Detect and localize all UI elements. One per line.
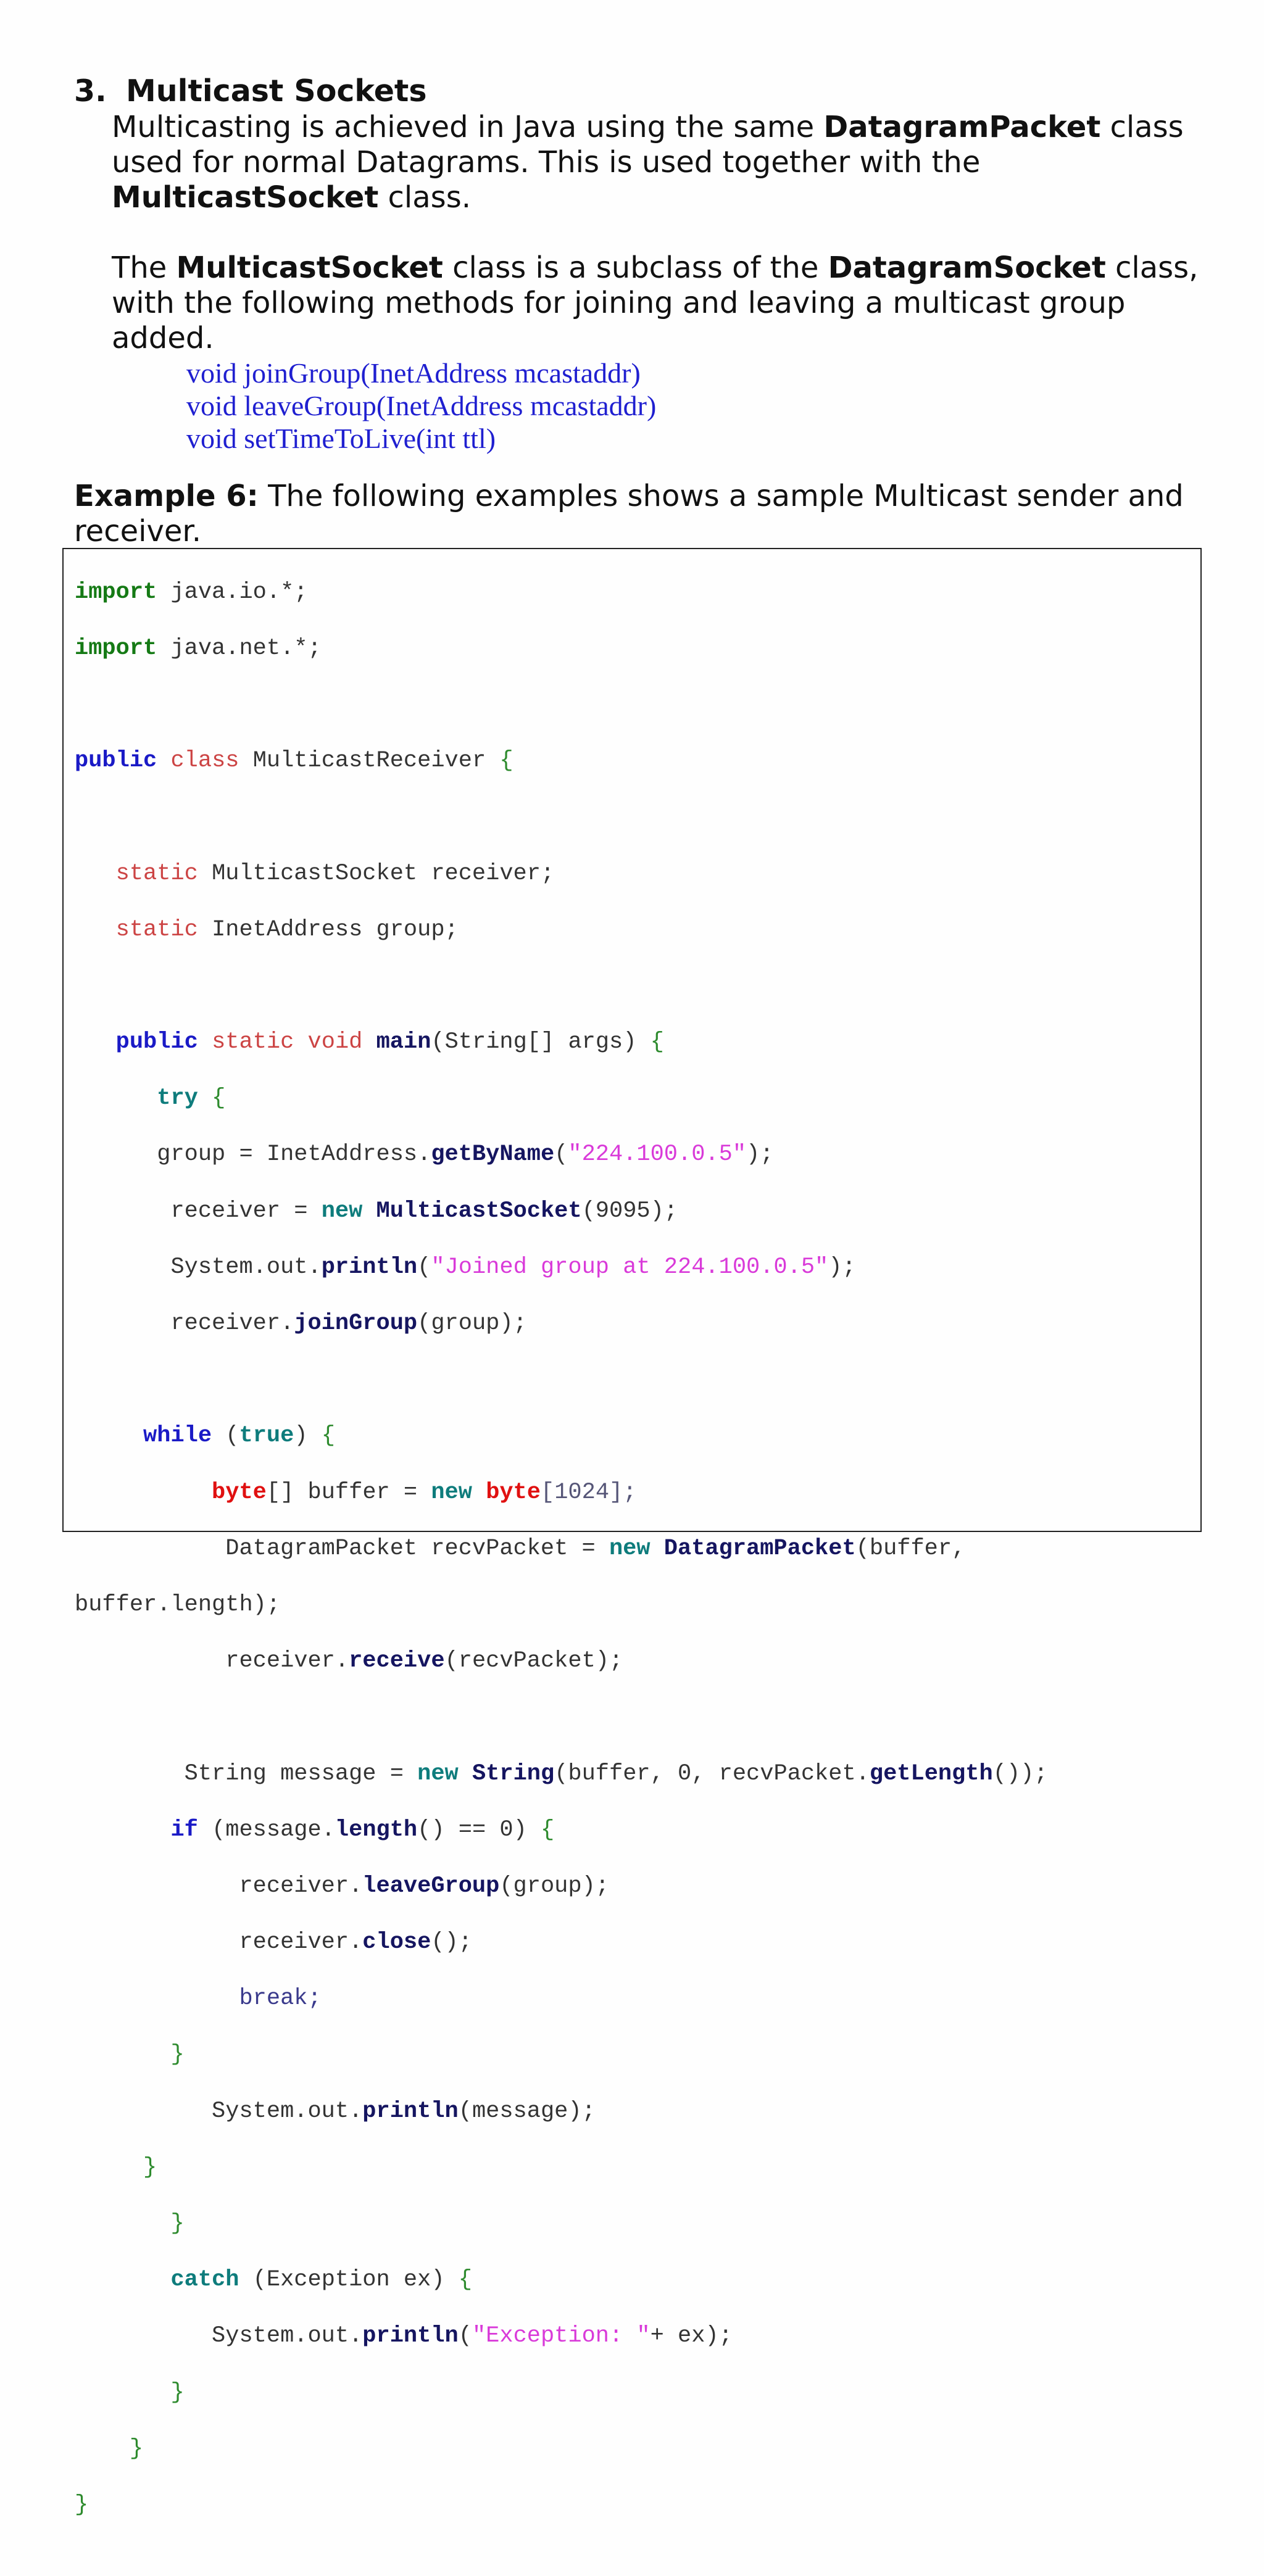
method-list <box>186 357 656 455</box>
paragraph-line: used for normal Datagrams. This is used together with the <box>112 145 981 180</box>
code-line: if (message.length() == 0) { <box>170 1816 555 1843</box>
code-line: catch (Exception ex) { <box>170 2267 472 2293</box>
code-line: } <box>129 2435 144 2462</box>
code-line: DatagramPacket recvPacket = new DatagramPacket(buffer, <box>225 1535 966 1562</box>
code-line: receiver.receive(recvPacket); <box>225 1648 623 1675</box>
paragraph-line: MulticastSocket class. <box>112 180 471 215</box>
code-line: System.out.println("Joined group at 224.100.0.5"); <box>170 1254 856 1280</box>
paragraph-line: added. <box>112 321 214 355</box>
code-block <box>75 550 1048 2576</box>
paragraph-line: Multicasting is achieved in Java using the same DatagramPacket class <box>112 110 1184 144</box>
code-line <box>75 691 1048 719</box>
section-number: 3. <box>74 73 107 109</box>
code-line: group = InetAddress.getByName("224.100.0.5"); <box>157 1141 774 1168</box>
code-line: } <box>170 2211 185 2237</box>
code-line <box>75 1704 1048 1732</box>
code-line: receiver.leaveGroup(group); <box>239 1873 609 1899</box>
class-name-multicastsocket: MulticastSocket <box>112 180 379 215</box>
section-heading <box>74 73 427 110</box>
code-line: static MulticastSocket receiver; <box>115 860 555 887</box>
code-listing <box>62 548 1202 2518</box>
code-line: try { <box>157 1085 226 1112</box>
code-line: String message = new String(buffer, 0, recvPacket.getLength()); <box>184 1760 1048 1787</box>
method-signature: void joinGroup(InetAddress mcastaddr) <box>186 357 641 389</box>
code-line: receiver.close(); <box>239 1929 472 1956</box>
example-label: Example 6: <box>74 479 259 513</box>
code-line: receiver = new MulticastSocket(9095); <box>170 1198 678 1224</box>
code-line <box>75 972 1048 1001</box>
code-line: public static void main(String[] args) { <box>115 1029 664 1056</box>
code-line: byte[] buffer = new byte[1024]; <box>212 1479 637 1505</box>
method-signature: void leaveGroup(InetAddress mcastaddr) <box>186 390 657 421</box>
code-line: break; <box>239 1986 322 2012</box>
section-title: Multicast Sockets <box>126 73 427 109</box>
intro-paragraph <box>112 110 1184 215</box>
code-line: static InetAddress group; <box>115 916 459 943</box>
code-line: import java.io.*; <box>75 579 308 605</box>
subclass-paragraph <box>112 251 1198 356</box>
class-name-datagrampacket: DatagramPacket <box>823 110 1101 144</box>
method-signature: void setTimeToLive(int ttl) <box>186 423 496 454</box>
code-line: } <box>143 2154 157 2180</box>
code-line: System.out.println(message); <box>212 2098 596 2124</box>
code-line: } <box>75 2491 89 2518</box>
example-caption: Example 6: The following examples shows a sample Multicast sender and receiver. <box>74 479 1184 549</box>
code-line <box>75 1366 1048 1394</box>
code-line: import java.net.*; <box>75 635 322 661</box>
code-line: buffer.length); <box>75 1591 281 1618</box>
code-line: System.out.println("Exception: "+ ex); <box>212 2323 733 2350</box>
code-line: while (true) { <box>143 1423 335 1449</box>
code-line <box>75 803 1048 832</box>
paragraph-line: The MulticastSocket class is a subclass of the DatagramSocket class, <box>112 251 1199 285</box>
code-line: public class MulticastReceiver { <box>75 748 514 774</box>
code-line: receiver.joinGroup(group); <box>170 1311 527 1337</box>
paragraph-line: with the following methods for joining and leaving a multicast group <box>112 286 1126 320</box>
code-line: } <box>170 2379 185 2406</box>
code-line: } <box>170 2042 185 2068</box>
